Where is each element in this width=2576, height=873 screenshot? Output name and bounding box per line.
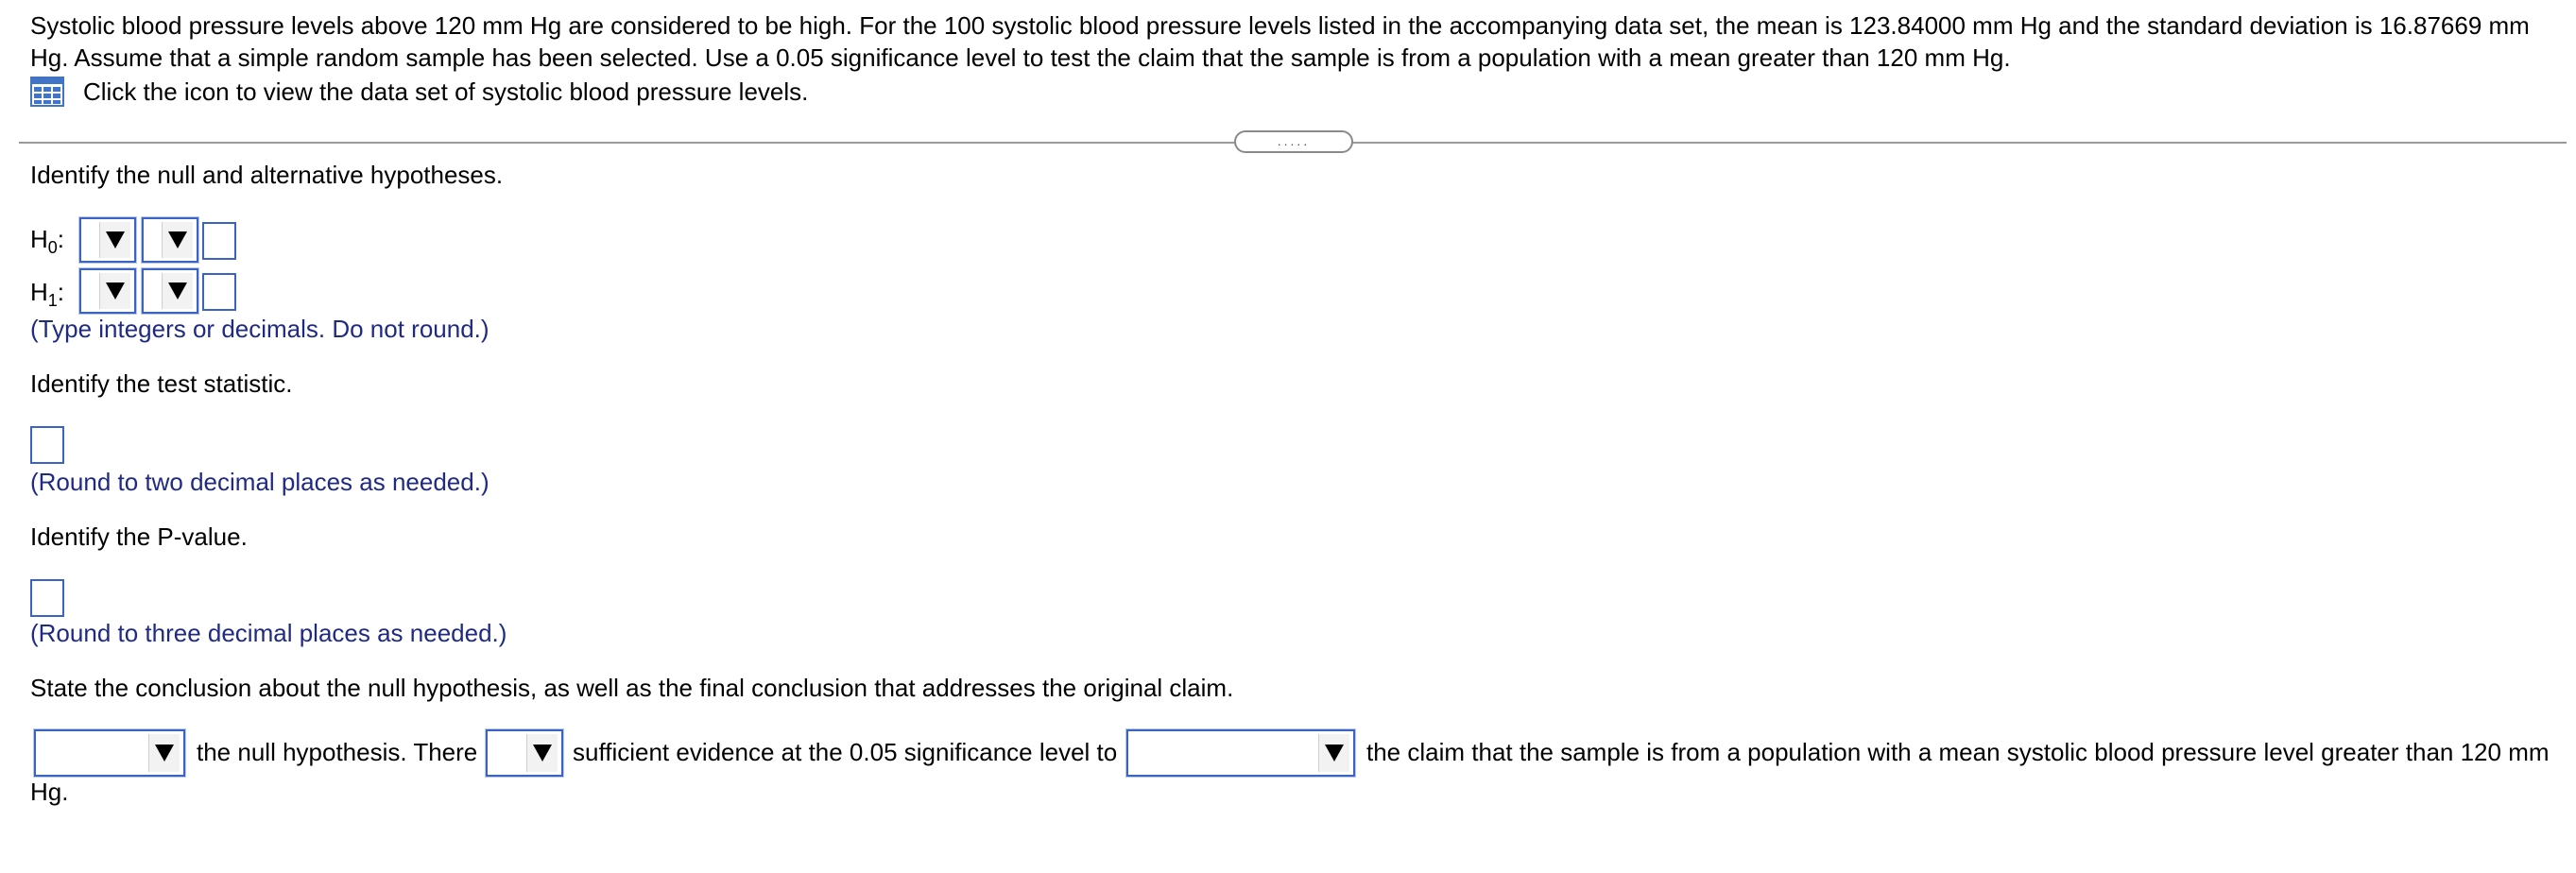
chevron-down-icon [162, 273, 193, 309]
problem-statement: Systolic blood pressure levels above 120 mm Hg are considered to be high. For the 100 systolic blood pressure levels listed in the accompanying data set, the mean is 123.84000 mm Hg and the standard deviation is 16.87669 mm Hg. Assume that a simple random sample has been selected. Use a 0.05 significance level to test the claim that the sample is from a population with a mean greater than 120 mm Hg. [30, 11, 2530, 72]
conclusion-text-3: the claim that the sample is from a population with a mean systolic blood pressure level greater than 120 mm [1366, 738, 2550, 766]
expand-handle[interactable]: ..... [1234, 130, 1353, 153]
p-value-hint: (Round to three decimal places as needed.) [30, 619, 507, 647]
test-statistic-input[interactable] [30, 426, 64, 464]
h0-label: $H_0$: [30, 225, 65, 258]
conclusion-prompt: State the conclusion about the null hypothesis, as well as the final conclusion that addresses the original claim. [30, 674, 1234, 702]
h1-value-input[interactable] [202, 273, 236, 311]
chevron-down-icon [526, 734, 558, 772]
h0-relation-dropdown[interactable] [142, 217, 198, 263]
h0-parameter-dropdown[interactable] [79, 217, 136, 263]
chevron-down-icon [99, 222, 130, 258]
h1-parameter-dropdown[interactable] [79, 268, 136, 314]
h1-relation-dropdown[interactable] [142, 268, 198, 314]
table-icon[interactable] [30, 77, 64, 107]
chevron-down-icon [1318, 734, 1349, 772]
hypotheses-prompt: Identify the null and alternative hypotheses. [30, 161, 504, 189]
conclusion-text-1: the null hypothesis. There [197, 738, 478, 766]
chevron-down-icon [148, 734, 180, 772]
data-set-link-label[interactable]: Click the icon to view the data set of systolic blood pressure levels. [83, 77, 809, 106]
h0-value-input[interactable] [202, 222, 236, 260]
reject-dropdown[interactable] [34, 729, 185, 777]
claim-dropdown[interactable] [1126, 729, 1355, 777]
p-value-input[interactable] [30, 579, 64, 617]
conclusion-text-4: Hg. [30, 778, 69, 806]
chevron-down-icon [99, 273, 130, 309]
test-statistic-prompt: Identify the test statistic. [30, 369, 293, 398]
h1-label: $H_1$: [30, 278, 65, 311]
evidence-dropdown[interactable] [486, 729, 563, 777]
chevron-down-icon [162, 222, 193, 258]
test-statistic-hint: (Round to two decimal places as needed.) [30, 468, 489, 496]
hypotheses-hint: (Type integers or decimals. Do not round.) [30, 315, 489, 343]
p-value-prompt: Identify the P-value. [30, 522, 248, 551]
data-set-link[interactable] [30, 76, 808, 108]
conclusion-text-2: sufficient evidence at the 0.05 significance level to [573, 738, 1118, 766]
